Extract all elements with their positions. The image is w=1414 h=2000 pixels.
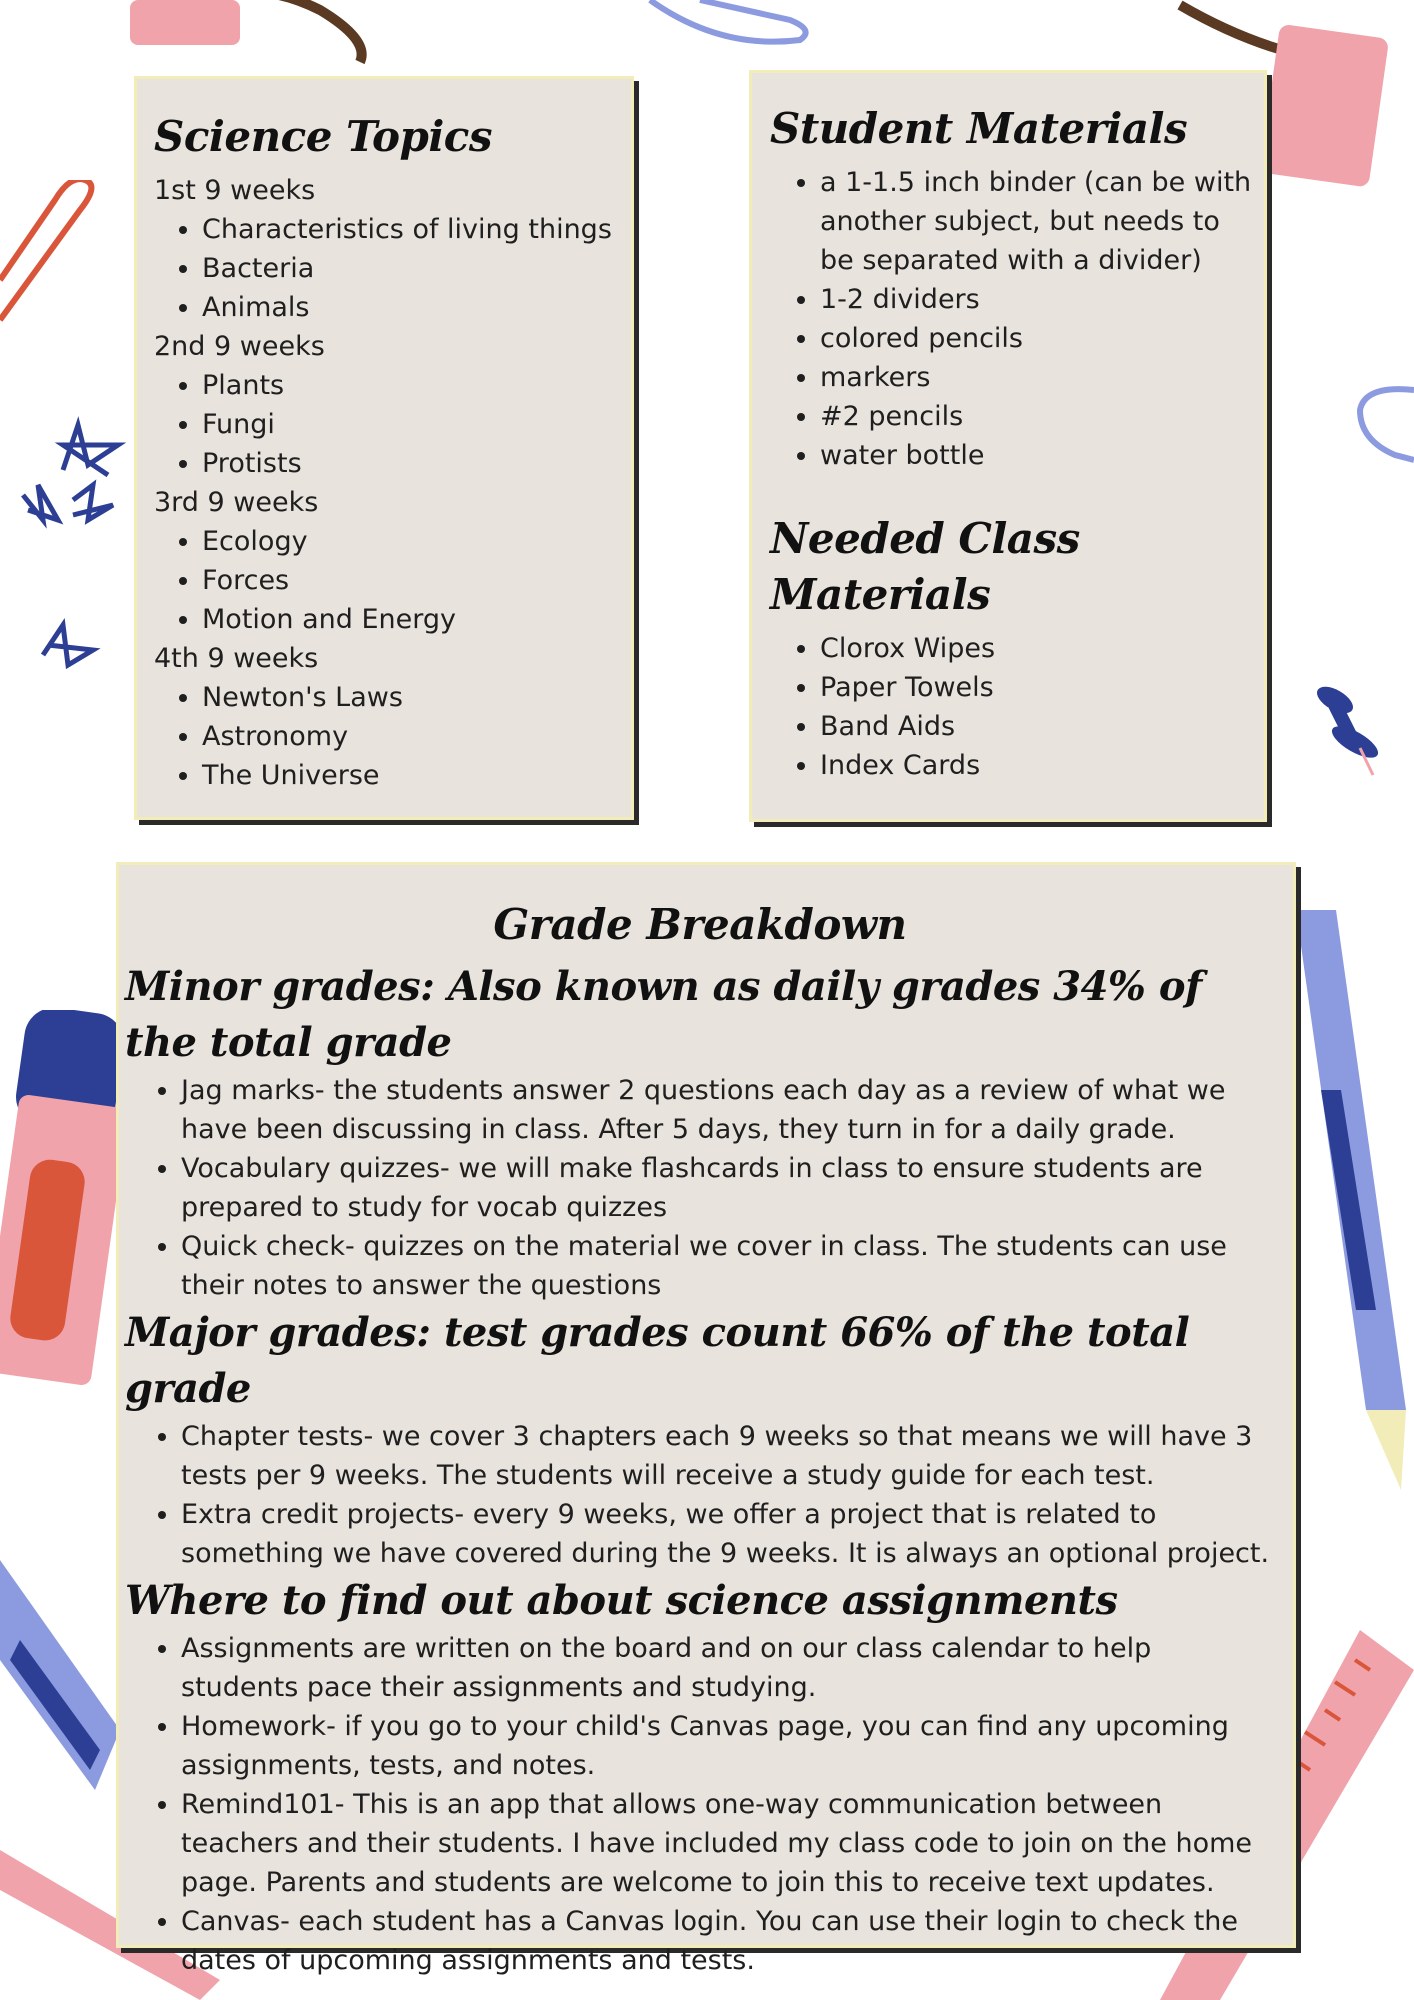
- minor-grades-heading: Minor grades: Also known as daily grades 34% of the total grade: [125, 963, 1202, 1066]
- quarter-group: [154, 171, 631, 327]
- star-doodle-icon: [18, 410, 128, 710]
- major-grades-heading: Major grades: test grades count 66% of the total grade: [125, 1309, 1190, 1412]
- paperclip-icon: [1355, 385, 1414, 465]
- material-item: • colored pencils: [820, 319, 1254, 358]
- grade-item: • Chapter tests- we cover 3 chapters each 9 weeks so that means we will have 3 tests per 9 weeks. The students will receive a study guide for each test.: [181, 1417, 1275, 1495]
- paperclip-icon: [0, 180, 110, 330]
- grade-breakdown-title: Grade Breakdown: [493, 900, 907, 949]
- topic-item: • Newton's Laws: [202, 678, 631, 717]
- science-topics-title: Science Topics: [154, 112, 493, 161]
- quarter-group: [154, 639, 631, 795]
- topic-list: [154, 678, 631, 795]
- topic-list: [154, 366, 631, 483]
- topic-item: • Protists: [202, 444, 631, 483]
- binder-clip-icon: [120, 0, 380, 80]
- topic-item: • Fungi: [202, 405, 631, 444]
- info-item: • Assignments are written on the board and on our class calendar to help students pace their assignments and studying.: [181, 1629, 1275, 1707]
- info-item: • Canvas- each student has a Canvas login. You can use their login to check the dates of upcoming assignments and tests.: [181, 1902, 1275, 1980]
- assignments-info-list: [125, 1629, 1275, 1980]
- marker-icon: [0, 1010, 120, 1390]
- major-grades-list: [125, 1417, 1275, 1573]
- science-topics-card: [134, 76, 634, 820]
- material-item: • a 1-1.5 inch binder (can be with another subject, but needs to be separated with a divider): [820, 163, 1254, 280]
- pencil-icon: [0, 1560, 120, 1800]
- grade-breakdown-card: [116, 862, 1296, 1976]
- material-item: • markers: [820, 358, 1254, 397]
- push-pin-icon: [1305, 680, 1385, 780]
- topic-item: • Ecology: [202, 522, 631, 561]
- material-item: • Clorox Wipes: [820, 629, 1254, 668]
- material-item: • #2 pencils: [820, 397, 1254, 436]
- minor-grades-list: [125, 1071, 1275, 1305]
- topic-item: • Forces: [202, 561, 631, 600]
- quarter-group: [154, 327, 631, 483]
- topic-item: • Characteristics of living things: [202, 210, 631, 249]
- quarter-group: [154, 483, 631, 639]
- topic-list: [154, 522, 631, 639]
- topic-item: • Plants: [202, 366, 631, 405]
- quarter-label: 4th 9 weeks: [154, 643, 319, 674]
- grade-item: • Quick check- quizzes on the material we cover in class. The students can use their notes to answer the questions: [181, 1227, 1275, 1305]
- assignments-info-heading: Where to find out about science assignments: [125, 1577, 1118, 1624]
- student-materials-title: Student Materials: [770, 104, 1188, 153]
- material-item: • Index Cards: [820, 746, 1254, 785]
- student-materials-list: [770, 163, 1254, 475]
- info-item: • Homework- if you go to your child's Canvas page, you can find any upcoming assignments, tests, and notes.: [181, 1707, 1275, 1785]
- materials-card: [749, 70, 1267, 822]
- material-item: • Paper Towels: [820, 668, 1254, 707]
- topic-item: • Animals: [202, 288, 631, 327]
- topic-list: [154, 210, 631, 327]
- class-materials-list: [770, 629, 1254, 785]
- material-item: • water bottle: [820, 436, 1254, 475]
- grade-item: • Vocabulary quizzes- we will make flashcards in class to ensure students are prepared to study for vocab quizzes: [181, 1149, 1275, 1227]
- topic-item: • Motion and Energy: [202, 600, 631, 639]
- topic-item: • The Universe: [202, 756, 631, 795]
- topic-item: • Bacteria: [202, 249, 631, 288]
- grade-item: • Extra credit projects- every 9 weeks, we offer a project that is related to something we have covered during the 9 weeks. It is always an optional project.: [181, 1495, 1275, 1573]
- quarter-label: 2nd 9 weeks: [154, 331, 325, 362]
- quarter-label: 1st 9 weeks: [154, 175, 316, 206]
- info-item: • Remind101- This is an app that allows one-way communication between teachers and their students. I have included my class code to join on the home page. Parents and students are welcome to join this to receive text updates.: [181, 1785, 1275, 1902]
- quarter-label: 3rd 9 weeks: [154, 487, 319, 518]
- pencil-icon: [1296, 910, 1414, 1490]
- paperclip-icon: [640, 0, 820, 60]
- class-materials-title: Needed Class Materials: [770, 514, 1080, 619]
- material-item: • 1-2 dividers: [820, 280, 1254, 319]
- grade-item: • Jag marks- the students answer 2 questions each day as a review of what we have been discussing in class. After 5 days, they turn in for a daily grade.: [181, 1071, 1275, 1149]
- topic-item: • Astronomy: [202, 717, 631, 756]
- material-item: • Band Aids: [820, 707, 1254, 746]
